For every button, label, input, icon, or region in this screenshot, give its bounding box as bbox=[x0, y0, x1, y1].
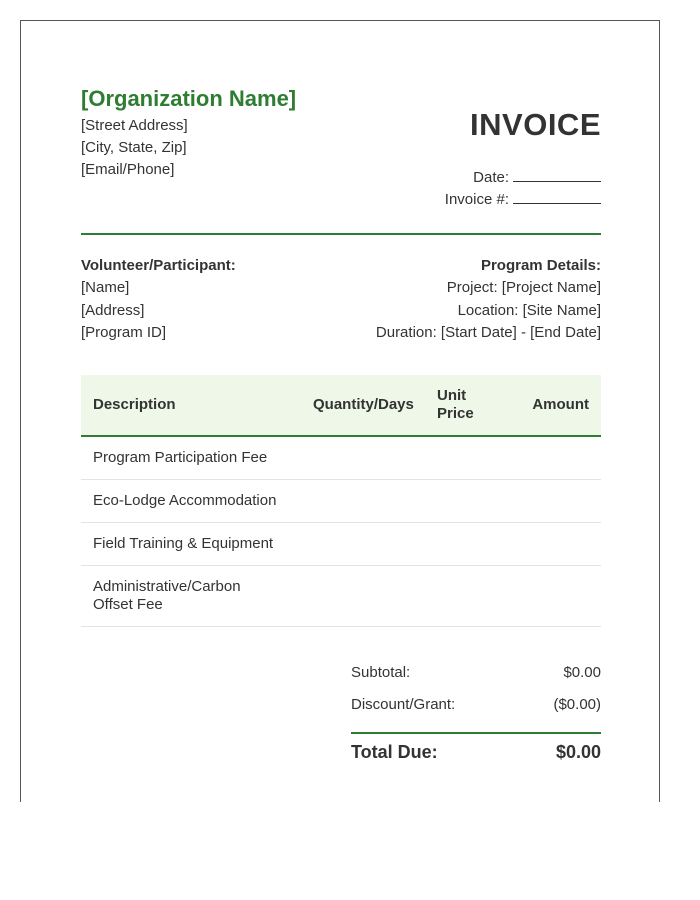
row-description: Eco-Lodge Accommodation bbox=[81, 480, 291, 523]
total-due-row bbox=[351, 734, 601, 768]
participant-program-id: [Program ID] bbox=[81, 324, 167, 341]
invoice-page bbox=[20, 20, 660, 802]
organization-block bbox=[81, 85, 296, 181]
row-amount bbox=[505, 480, 601, 523]
row-amount bbox=[505, 566, 601, 627]
date-blank-line bbox=[513, 167, 601, 182]
invoice-number-label: Invoice #: bbox=[444, 191, 509, 208]
header-unit-price: Unit Price bbox=[427, 375, 505, 436]
discount-label: Discount/Grant: bbox=[351, 696, 456, 713]
table-row bbox=[81, 523, 601, 566]
row-unit-price bbox=[427, 566, 505, 627]
participant-name: [Name] bbox=[81, 279, 130, 296]
parties-section bbox=[81, 255, 601, 355]
row-unit-price bbox=[427, 523, 505, 566]
invoice-header bbox=[81, 85, 601, 235]
row-unit-price bbox=[427, 436, 505, 480]
participant-address: [Address] bbox=[81, 301, 145, 319]
row-amount bbox=[505, 523, 601, 566]
discount-row bbox=[351, 694, 601, 726]
table-header-row bbox=[81, 375, 601, 436]
header-description: Description bbox=[81, 375, 291, 436]
row-description: Program Participation Fee bbox=[81, 436, 291, 480]
total-due-value: $0.00 bbox=[555, 742, 601, 762]
invoice-title-block bbox=[445, 105, 601, 211]
totals-block bbox=[351, 662, 601, 768]
program-duration: Duration: [Start Date] - [End Date] bbox=[375, 324, 601, 341]
participant-heading: Volunteer/Participant: bbox=[81, 257, 236, 274]
subtotal-row bbox=[351, 662, 601, 694]
line-items-table bbox=[81, 375, 601, 627]
participant-block bbox=[81, 255, 236, 345]
table-row bbox=[81, 566, 601, 627]
program-details-block bbox=[376, 255, 601, 345]
table-row bbox=[81, 480, 601, 523]
row-quantity bbox=[291, 436, 427, 480]
header-amount: Amount bbox=[505, 375, 601, 436]
row-quantity bbox=[291, 523, 427, 566]
header-divider bbox=[81, 233, 601, 235]
organization-contact: [Email/Phone] bbox=[81, 161, 175, 178]
total-due-label: Total Due: bbox=[351, 742, 438, 762]
invoice-meta bbox=[445, 167, 601, 211]
row-description: Field Training & Equipment bbox=[81, 523, 291, 566]
row-description: Administrative/Carbon Offset Fee bbox=[81, 566, 291, 627]
date-label: Date: bbox=[473, 169, 509, 186]
row-unit-price bbox=[427, 480, 505, 523]
organization-city: [City, State, Zip] bbox=[81, 139, 187, 156]
organization-street: [Street Address] bbox=[81, 117, 188, 134]
row-quantity bbox=[291, 566, 427, 627]
row-amount bbox=[505, 436, 601, 480]
invoice-number-blank-line bbox=[513, 189, 601, 204]
invoice-content bbox=[81, 85, 601, 762]
discount-value: ($0.00) bbox=[553, 696, 601, 713]
header-quantity: Quantity/Days bbox=[291, 375, 427, 436]
invoice-title: INVOICE bbox=[470, 107, 601, 142]
program-project: Project: [Project Name] bbox=[446, 279, 601, 296]
organization-name: [Organization Name] bbox=[81, 86, 297, 111]
program-heading: Program Details: bbox=[480, 257, 601, 274]
subtotal-value: $0.00 bbox=[563, 664, 601, 681]
invoice-number-row bbox=[445, 189, 601, 211]
program-location: Location: [Site Name] bbox=[457, 301, 601, 319]
row-quantity bbox=[291, 480, 427, 523]
table-row bbox=[81, 436, 601, 480]
subtotal-label: Subtotal: bbox=[351, 664, 411, 681]
date-row bbox=[445, 167, 601, 189]
